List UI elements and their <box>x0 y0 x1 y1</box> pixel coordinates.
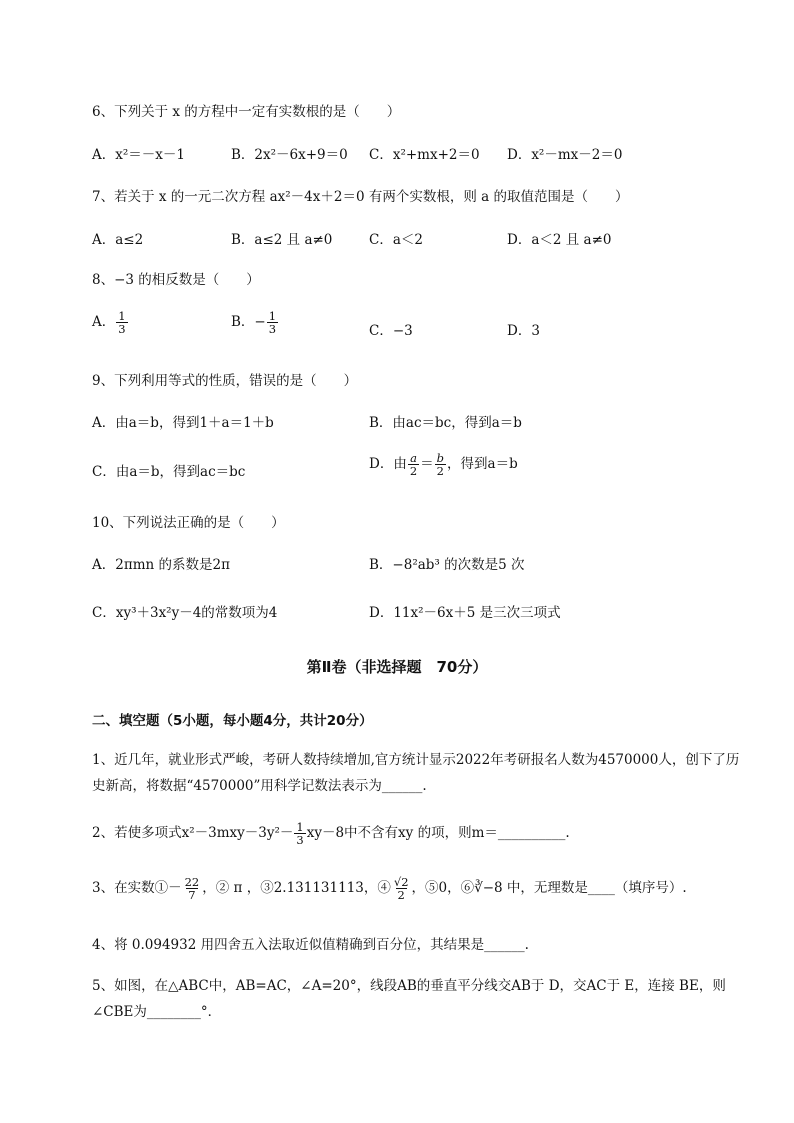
fill-q4: 4、将 0.094932 用四舍五入法取近似值精确到百分位，其结果是______. <box>92 937 529 953</box>
q8-option-c: C．−3 <box>369 323 413 339</box>
q8-stem: 8、−3 的相反数是（ ） <box>92 272 260 288</box>
q10-option-d: D．11x²－6x＋5 是三次三项式 <box>369 605 561 621</box>
q6-option-b: B．2x²－6x+9＝0 <box>231 147 348 163</box>
q9-option-c: C．由a＝b，得到ac＝bc <box>92 464 246 480</box>
q7-option-a: A．a≤2 <box>92 232 144 248</box>
fill-q3: 3、在实数①－ $\frac{22}{7}$ ，② π ，③2.131131113，④ $\frac{√2}{2}$ ，⑤0，⑥∛−8 中，无理数是____（填序号）. <box>92 875 687 903</box>
q7-stem: 7、若关于 x 的一元二次方程 ax²－4x＋2＝0 有两个实数根，则 a 的取值范围是（ ） <box>92 189 629 205</box>
q6-stem: 6、下列关于 x 的方程中一定有实数根的是（ ） <box>92 104 401 120</box>
q7-option-c: C．a＜2 <box>369 232 423 248</box>
q9-stem: 9、下列利用等式的性质，错误的是（ ） <box>92 373 358 389</box>
part2-title: 第Ⅱ卷（非选择题 70分） <box>306 658 488 676</box>
q8-option-a: A． $\frac{1}{3}$ <box>92 309 126 337</box>
q9-option-d: D．由 $\frac{a}{2}$ ＝ $\frac{b}{2}$ ，得到a＝b <box>369 451 518 479</box>
q9-option-a: A．由a＝b，得到1＋a＝1＋b <box>92 415 274 431</box>
q6-option-c: C．x²+mx+2＝0 <box>369 147 480 163</box>
q6-option-a: A．x²＝－x－1 <box>92 147 185 163</box>
q7-option-d: D．a＜2 且 a≠0 <box>507 232 612 248</box>
q8-option-d: D．3 <box>507 323 540 339</box>
fill-q1: 1、近几年，就业形式严峻，考研人数持续增加,官方统计显示2022年考研报名人数为4570000人，创下了历史新高，将数据“4570000”用科学记数法表示为______. <box>92 752 740 794</box>
q7-option-b: B．a≤2 且 a≠0 <box>231 232 333 248</box>
q10-stem: 10、下列说法正确的是（ ） <box>92 515 285 531</box>
q9-option-b: B．由ac＝bc，得到a＝b <box>369 415 522 431</box>
section2-heading: 二、填空题（5小题，每小题4分，共计20分） <box>92 713 373 729</box>
q10-option-b: B．−8²ab³ 的次数是5 次 <box>369 557 525 573</box>
fill-q5: 5、如图，在△ABC中，AB=AC，∠A=20°，线段AB的垂直平分线交AB于 D，交AC于 E，连接 BE，则∠CBE为________°． <box>92 978 726 1020</box>
q6-option-d: D．x²－mx－2＝0 <box>507 147 623 163</box>
fill-q2: 2、若使多项式x²－3mxy－3y²－ $\frac{1}{3}$ xy－8中不含有xy 的项，则m＝__________. <box>92 820 570 848</box>
q10-option-c: C．xy³＋3x²y－4的常数项为4 <box>92 605 278 621</box>
q8-option-b: B．− $\frac{1}{3}$ <box>231 309 277 337</box>
q10-option-a: A．2πmn 的系数是2π <box>92 557 230 573</box>
